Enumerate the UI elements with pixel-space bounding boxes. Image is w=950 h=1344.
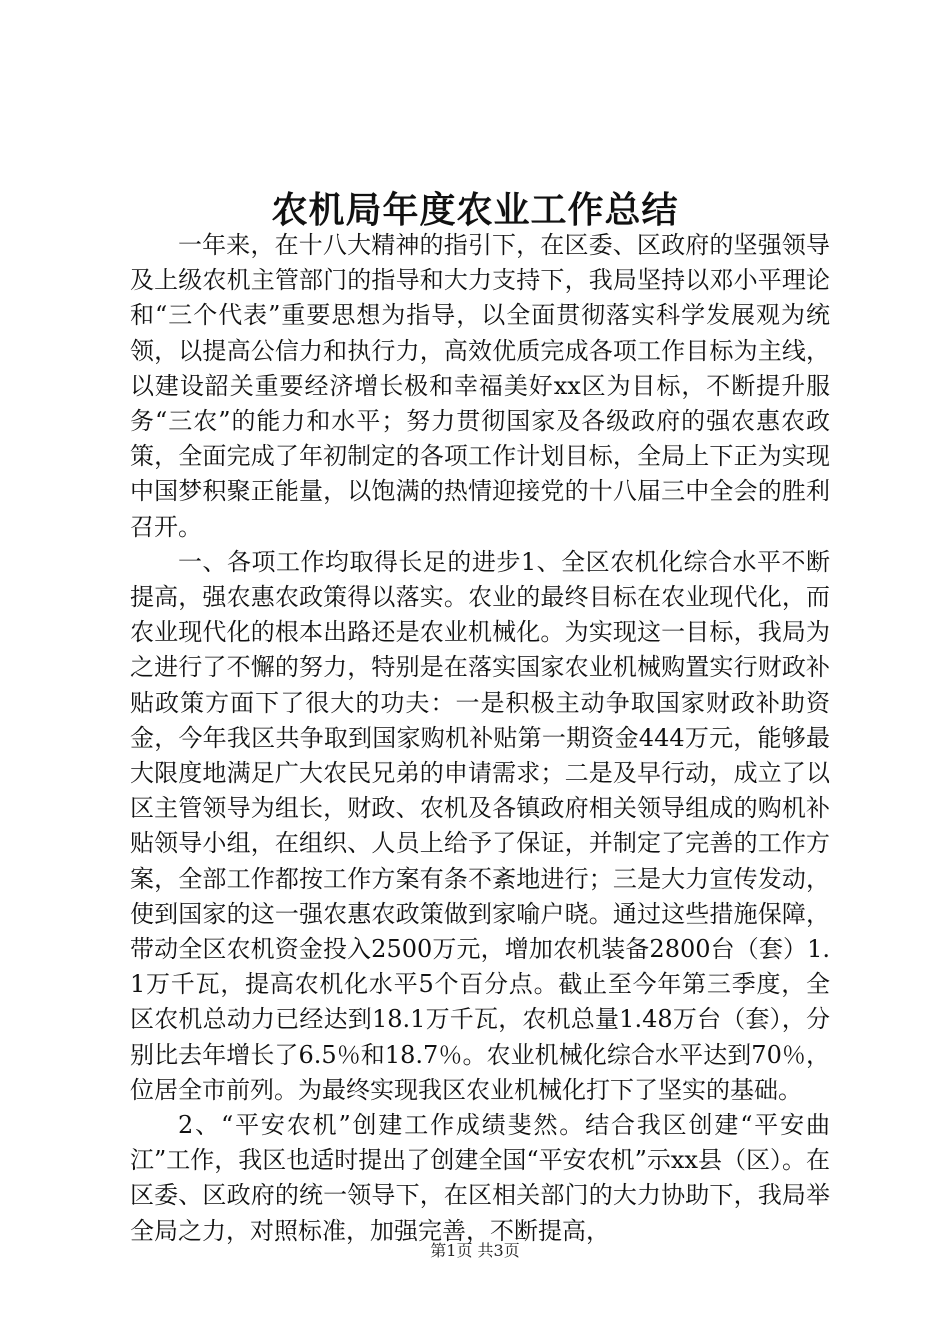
document-title: 农机局年度农业工作总结: [271, 189, 679, 231]
document-body: [130, 228, 830, 1249]
page-number-footer: 第1页 共3页: [430, 1241, 520, 1260]
paragraph-section-one: 一、各项工作均取得长足的进步1、全区农机化综合水平不断提高，强农惠农政策得以落实。农业的最终目标在农业现代化，而农业现代化的根本出路还是农业机械化。为实现这一目标，我局为之进行了不懈的努力，特别是在落实国家农业机械购置实行财政补贴政策方面下了很大的功夫：一是积极主动争取国家财政补助资金，今年我区共争取到国家购机补贴第一期资金444万元，能够最大限度地满足广大农民兄弟的申请需求；二是及早行动，成立了以区主管领导为组长，财政、农机及各镇政府相关领导组成的购机补贴领导小组，在组织、人员上给予了保证，并制定了完善的工作方案，全部工作都按工作方案有条不紊地进行；三是大力宣传发动，使到国家的这一强农惠农政策做到家喻户晓。通过这些措施保障，带动全区农机资金投入2500万元，增加农机装备2800台（套）1.1万千瓦，提高农机化水平5个百分点。截止至今年第三季度，全区农机总动力已经达到18.1万千瓦，农机总量1.48万台（套），分别比去年增长了6.5％和18.7％。农业机械化综合水平达到70％，位居全市前列。为最终实现我区农业机械化打下了坚实的基础。: [130, 547, 830, 1104]
paragraph-intro: 一年来，在十八大精神的指引下，在区委、区政府的坚强领导及上级农机主管部门的指导和大力支持下，我局坚持以邓小平理论和“三个代表”重要思想为指导，以全面贯彻落实科学发展观为统领，以提高公信力和执行力，高效优质完成各项工作目标为主线，以建设韶关重要经济增长极和幸福美好xx区为目标，不断提升服务“三农”的能力和水平；努力贯彻国家及各级政府的强农惠农政策，全面完成了年初制定的各项工作计划目标，全局上下正为实现中国梦积聚正能量，以饱满的热情迎接党的十八届三中全会的胜利召开。: [130, 231, 830, 541]
paragraph-safe-agri-machinery: 2、“平安农机”创建工作成绩斐然。结合我区创建“平安曲江”工作，我区也适时提出了创建全国“平安农机”示xx县（区）。在区委、区政府的统一领导下，在区相关部门的大力协助下，我局举全局之力，对照标准，加强完善，不断提高，: [130, 1111, 830, 1245]
